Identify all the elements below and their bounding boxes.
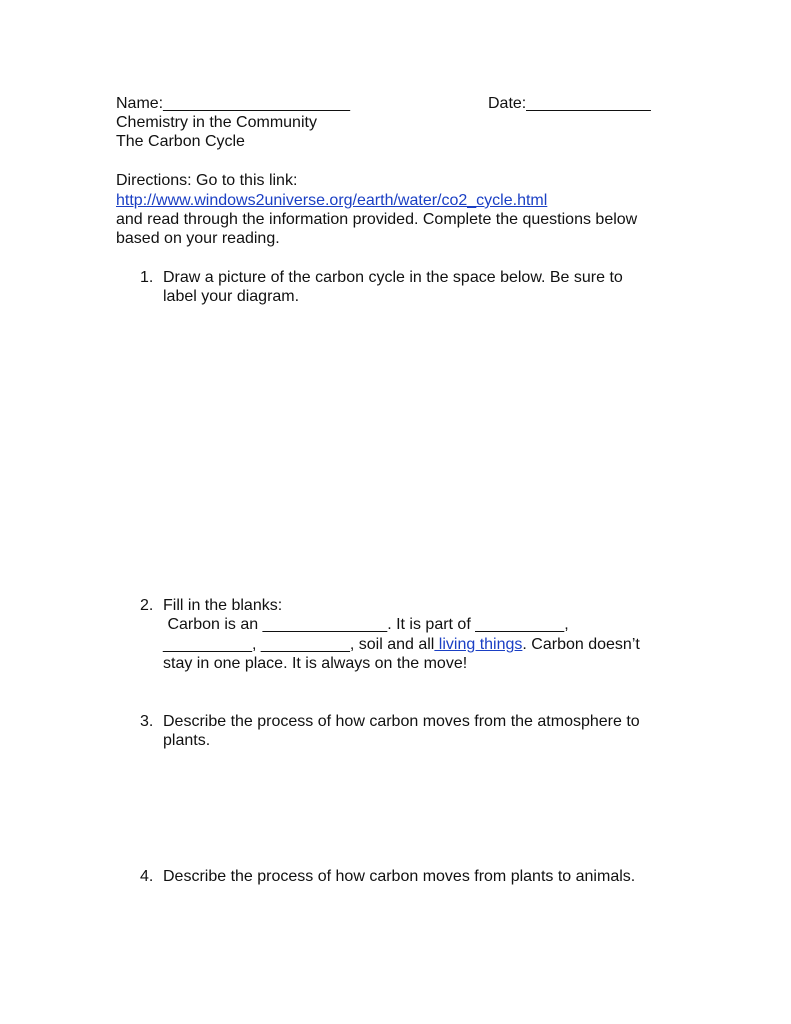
question-2-text-line-2 [163,635,640,654]
question-3-text-line-2: plants. [163,732,211,749]
question-4-number: 4. [140,868,154,885]
question-2-text-line-3: stay in one place. It is always on the move! [163,655,468,672]
living-things-link[interactable]: living things [434,636,523,653]
directions-lead: Directions: Go to this link: [116,172,298,189]
question-4-text-line-1: Describe the process of how carbon moves from plants to animals. [163,868,636,885]
directions-text-line-1: and read through the information provided. Complete the questions below [116,211,638,228]
question-2-number: 2. [140,597,154,614]
question-3-text-line-1: Describe the process of how carbon moves from the atmosphere to [163,713,640,730]
directions-link[interactable]: http://www.windows2universe.org/earth/water/co2_cycle.html [116,192,548,209]
question-2-line-2-suffix: . Carbon doesn’t [522,636,640,653]
course-title: Chemistry in the Community [116,114,317,131]
date-field-line: Date:______________ [488,95,651,112]
directions-text-line-2: based on your reading. [116,230,280,247]
question-1-text-line-1: Draw a picture of the carbon cycle in the space below. Be sure to [163,269,623,286]
question-1-number: 1. [140,269,154,286]
question-2-title: Fill in the blanks: [163,597,283,614]
question-1-text-line-2: label your diagram. [163,288,300,305]
name-field-line: Name:_____________________ [116,95,350,112]
question-2-text-line-1: Carbon is an ______________. It is part of __________, [163,616,569,633]
question-3-number: 3. [140,713,154,730]
topic-title: The Carbon Cycle [116,133,245,150]
question-2-line-2-prefix: __________, __________, soil and all [163,636,435,653]
